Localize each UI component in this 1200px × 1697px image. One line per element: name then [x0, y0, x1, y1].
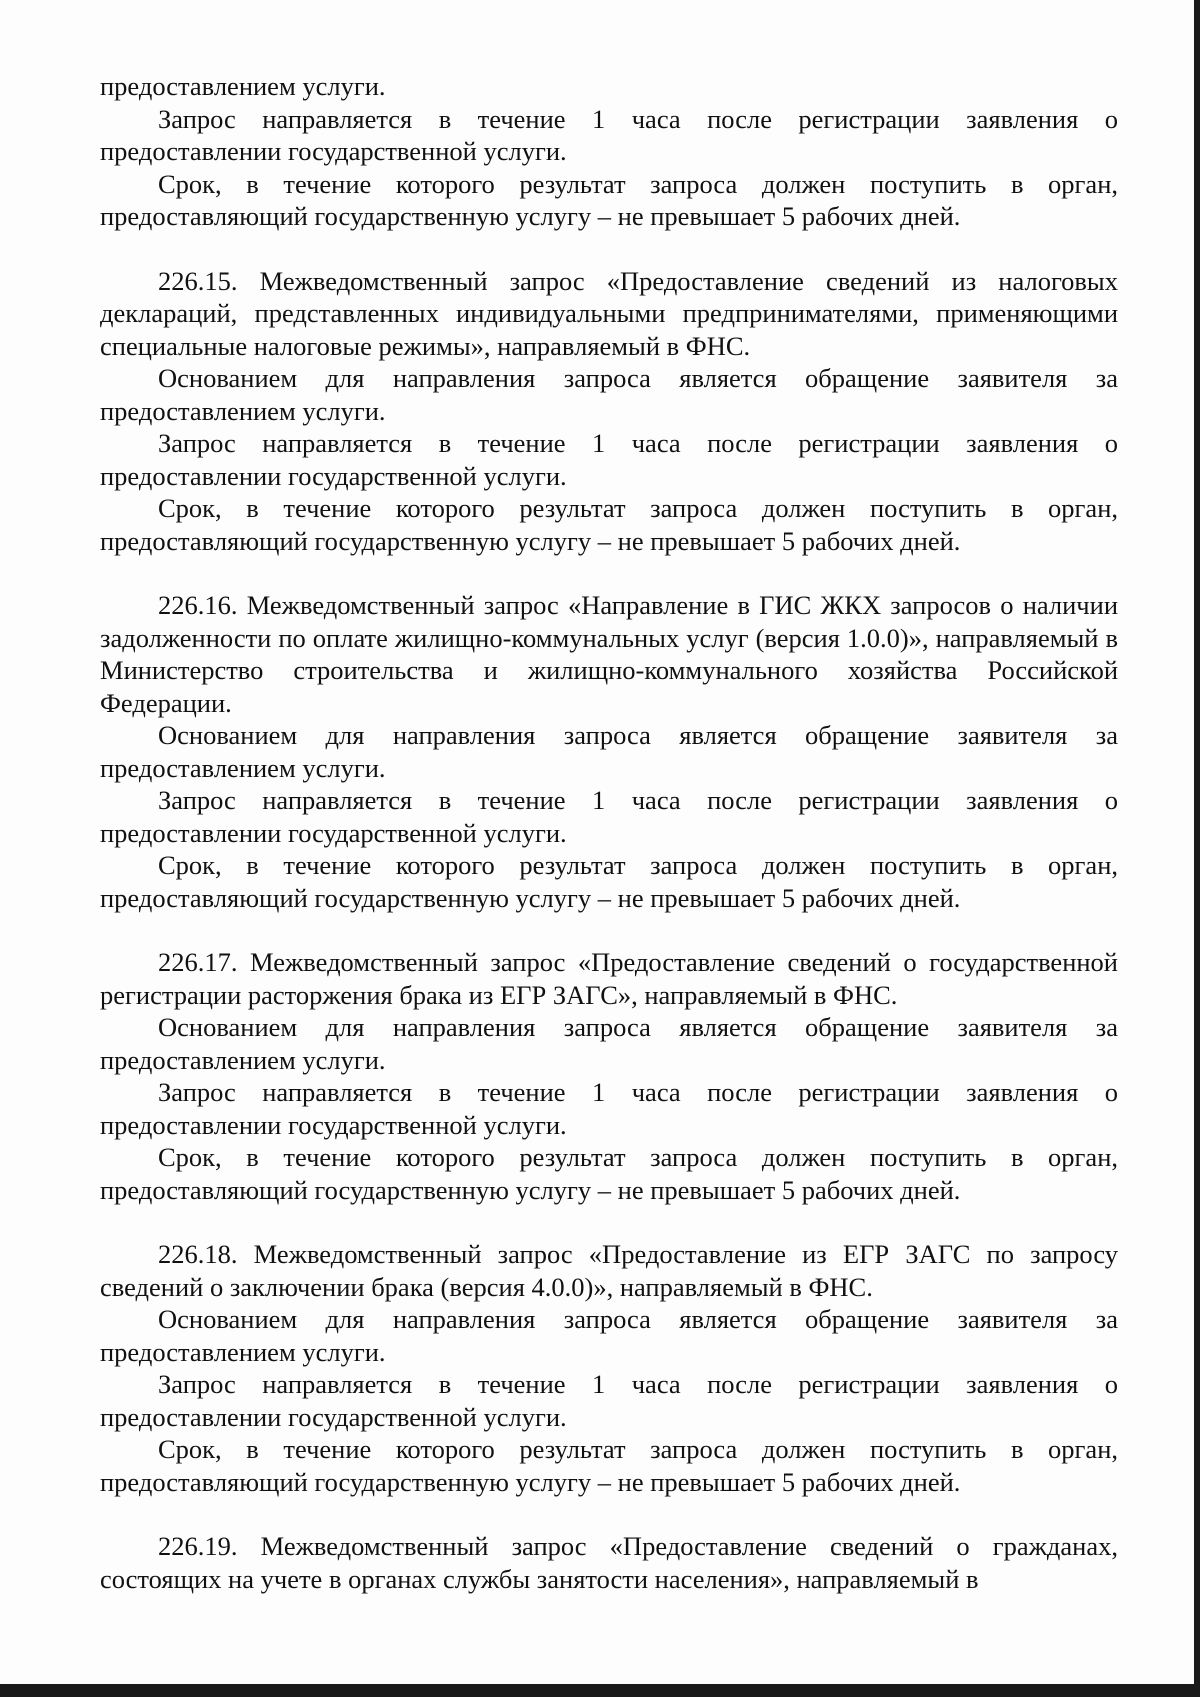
section-226-19 — [100, 1530, 1118, 1595]
section-timing: Запрос направляется в течение 1 часа после регистрации заявления о предоставлении государственной услуги. — [100, 1077, 1118, 1140]
section-basis: Основанием для направления запроса является обращение заявителя за предоставлением услуги. — [100, 363, 1118, 426]
section-heading: 226.19. Межведомственный запрос «Предоставление сведений о гражданах, состоящих на учете в органах службы занятости населения», направляемый в — [100, 1531, 1118, 1594]
section-226-16 — [100, 589, 1118, 914]
section-heading: 226.17. Межведомственный запрос «Предоставление сведений о государственной регистрации расторжения брака из ЕГР ЗАГС», направляемый в ФНС. — [100, 947, 1118, 1010]
section-deadline: Срок, в течение которого результат запроса должен поступить в орган, предоставляющий государственную услугу – не превышает 5 рабочих дней. — [100, 1434, 1118, 1497]
section-deadline: Срок, в течение которого результат запроса должен поступить в орган, предоставляющий государственную услугу – не превышает 5 рабочих дней. — [100, 1142, 1118, 1205]
section-timing: Запрос направляется в течение 1 часа после регистрации заявления о предоставлении государственной услуги. — [100, 785, 1118, 848]
section-226-15 — [100, 265, 1118, 558]
section-basis: Основанием для направления запроса является обращение заявителя за предоставлением услуги. — [100, 720, 1118, 783]
section-timing: Запрос направляется в течение 1 часа после регистрации заявления о предоставлении государственной услуги. — [100, 428, 1118, 491]
section-deadline: Срок, в течение которого результат запроса должен поступить в орган, предоставляющий государственную услугу – не превышает 5 рабочих дней. — [100, 850, 1118, 913]
section-basis: Основанием для направления запроса является обращение заявителя за предоставлением услуги. — [100, 1012, 1118, 1075]
section-226-17 — [100, 946, 1118, 1206]
section-timing: Запрос направляется в течение 1 часа после регистрации заявления о предоставлении государственной услуги. — [100, 1369, 1118, 1432]
section-heading: 226.18. Межведомственный запрос «Предоставление из ЕГР ЗАГС по запросу сведений о заключении брака (версия 4.0.0)», направляемый в ФНС. — [100, 1239, 1118, 1302]
section-heading: 226.16. Межведомственный запрос «Направление в ГИС ЖКХ запросов о наличии задолженности по оплате жилищно-коммунальных услуг (версия 1.0.0)», направляемый в Министерство строительства и жилищно-коммунального хозяйства Российской Федерации. — [100, 590, 1118, 718]
document-body — [100, 70, 1118, 1595]
intro-block — [100, 70, 1118, 233]
intro-continuation: предоставлением услуги. — [100, 71, 386, 101]
section-heading: 226.15. Межведомственный запрос «Предоставление сведений из налоговых деклараций, представленных индивидуальными предпринимателями, применяющими специальные налоговые режимы», направляемый в ФНС. — [100, 265, 1118, 361]
section-226-18 — [100, 1238, 1118, 1498]
intro-timing: Запрос направляется в течение 1 часа после регистрации заявления о предоставлении государственной услуги. — [100, 103, 1118, 166]
scan-bottom-edge — [0, 1684, 1200, 1697]
section-deadline: Срок, в течение которого результат запроса должен поступить в орган, предоставляющий государственную услугу – не превышает 5 рабочих дней. — [100, 493, 1118, 556]
scan-right-edge — [1194, 0, 1200, 1697]
intro-deadline: Срок, в течение которого результат запроса должен поступить в орган, предоставляющий государственную услугу – не превышает 5 рабочих дней. — [100, 168, 1118, 231]
section-basis: Основанием для направления запроса является обращение заявителя за предоставлением услуги. — [100, 1304, 1118, 1367]
